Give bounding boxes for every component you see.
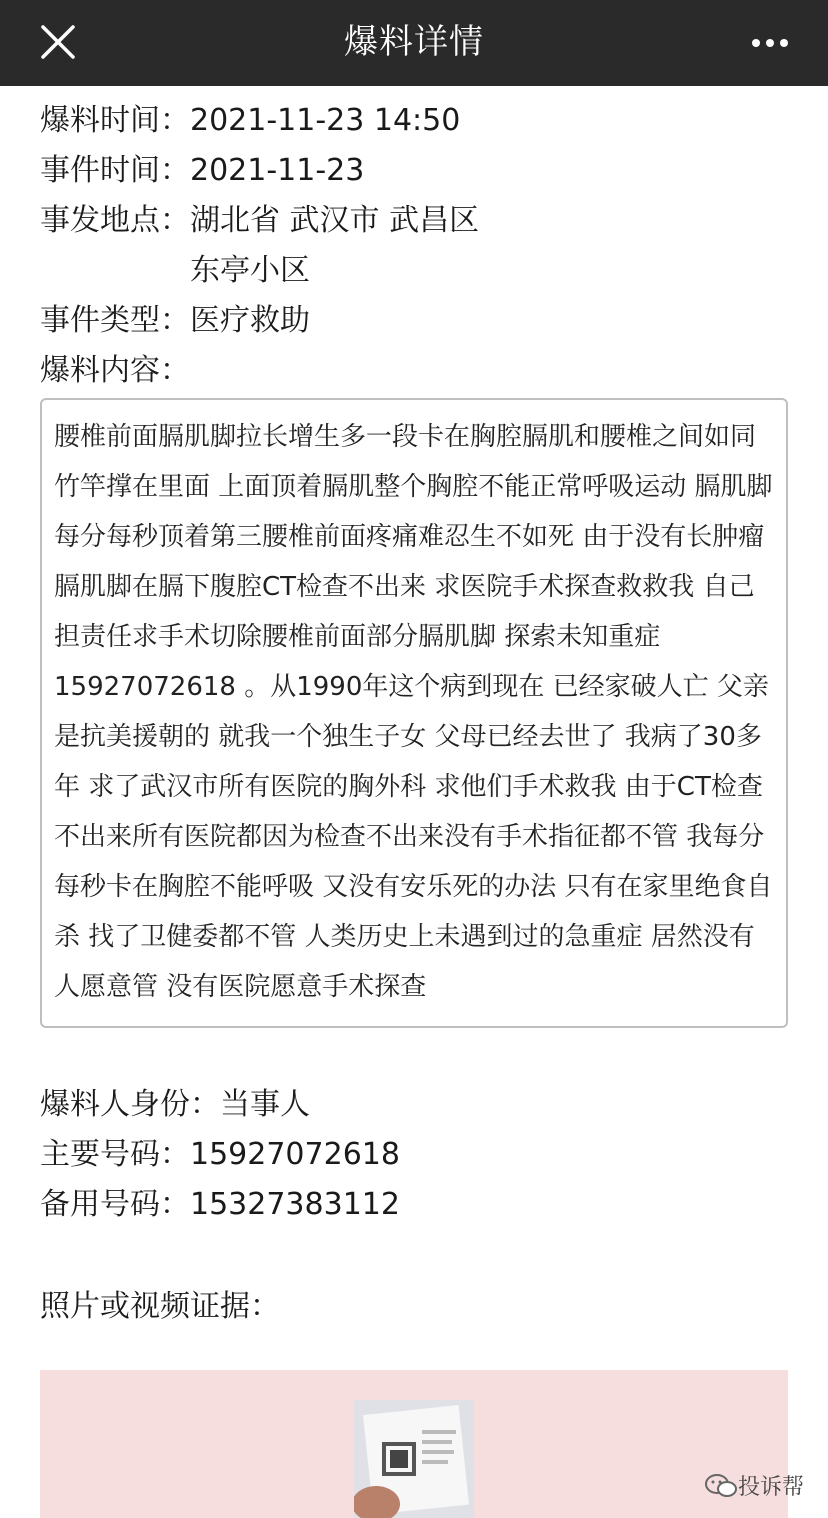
page-title: 爆料详情 (344, 22, 484, 62)
watermark (704, 1470, 804, 1501)
evidence-label: 照片或视频证据： (40, 1289, 280, 1324)
event-type-label: 事件类型： (40, 303, 190, 338)
identity-value: 当事人 (220, 1087, 310, 1122)
event-time-value: 2021-11-23 (190, 153, 365, 188)
photo-placeholder-icon (354, 1400, 474, 1518)
content-label: 爆料内容： (40, 353, 190, 388)
backup-phone-value[interactable]: 15327383112 (190, 1187, 400, 1222)
backup-phone-label: 备用号码： (40, 1187, 190, 1222)
main-phone-row (40, 1130, 788, 1180)
event-type-row (40, 296, 788, 346)
main-phone-label: 主要号码： (40, 1137, 190, 1172)
content-label-row (40, 346, 788, 396)
report-time-label: 爆料时间： (40, 103, 190, 138)
watermark-text: 投诉帮 (737, 1475, 804, 1500)
identity-label: 爆料人身份： (40, 1087, 220, 1122)
event-time-row (40, 146, 788, 196)
evidence-photo-thumbnail[interactable] (354, 1400, 474, 1518)
evidence-area (40, 1370, 788, 1518)
top-bar (0, 0, 828, 86)
spacer (40, 1230, 788, 1282)
report-content-box: 腰椎前面膈肌脚拉长增生多一段卡在胸腔膈肌和腰椎之间如同竹竿撑在里面 上面顶着膈肌整个胸腔不能正常呼吸运动 膈肌脚每分每秒顶着第三腰椎前面疼痛难忍生不如死 由于没有长肿瘤 膈肌脚在膈下腹腔CT检查不出来 求医院手术探查救救我 自己担责任求手术切除腰椎前面部分膈肌脚 探索未知重症15927072618 。从1990年这个病到现在 已经家破人亡 父亲是抗美援朝的 就我一个独生子女 父母已经去世了 我病了30多年 求了武汉市所有医院的胸外科 求他们手术救我 由于CT检查不出来所有医院都因为检查不出来没有手术指征都不管 我每分每秒卡在胸腔不能呼吸 又没有安乐死的办法 只有在家里绝食自杀 找了卫健委都不管 人类历史上未遇到过的急重症 居然没有人愿意管 没有医院愿意手术探查 (40, 398, 788, 1028)
main-phone-value[interactable]: 15927072618 (190, 1137, 400, 1172)
location-value: 湖北省 武汉市 武昌区 东亭小区 (190, 203, 480, 288)
identity-row (40, 1080, 788, 1130)
report-time-row (40, 96, 788, 146)
spacer (40, 1028, 788, 1080)
event-type-value: 医疗救助 (190, 303, 310, 338)
report-time-value: 2021-11-23 14:50 (190, 103, 461, 138)
backup-phone-row (40, 1180, 788, 1230)
location-label: 事发地点： (40, 203, 190, 238)
wechat-icon (704, 1472, 738, 1500)
location-row (40, 196, 788, 296)
more-icon[interactable] (750, 33, 790, 53)
evidence-label-row (40, 1282, 788, 1332)
event-time-label: 事件时间： (40, 153, 190, 188)
detail-content (40, 96, 788, 1332)
